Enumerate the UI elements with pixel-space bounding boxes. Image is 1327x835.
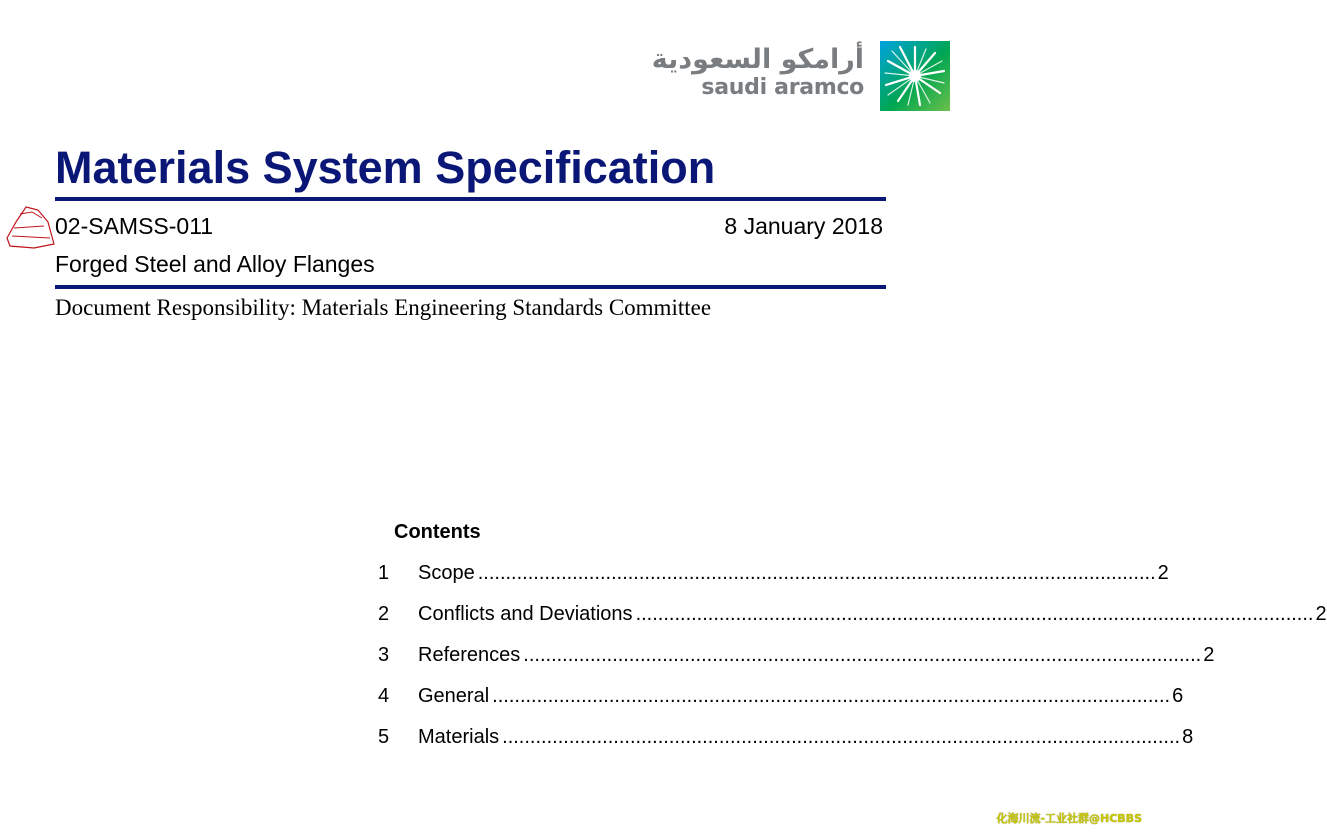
toc-leader-dots: .......................................................................................................................... (502, 726, 1181, 748)
logo-arabic-text: أرامكو السعودية (651, 44, 864, 75)
toc-leader-dots: .......................................................................................................................... (635, 603, 1314, 625)
title-divider (55, 197, 886, 201)
toc-item-conflicts-and-deviations[interactable] (378, 602, 1327, 643)
document-date: 8 January 2018 (724, 213, 883, 239)
toc-item-page: 6 (1172, 685, 1184, 707)
meta-divider (55, 285, 886, 289)
toc-item-scope[interactable] (378, 561, 1169, 602)
toc-item-number: 4 (378, 685, 390, 707)
toc-leader-dots: .......................................................................................................................... (492, 685, 1171, 707)
saudi-aramco-logo (651, 40, 950, 114)
document-subject: Forged Steel and Alloy Flanges (55, 251, 375, 277)
toc-item-page: 2 (1157, 562, 1169, 584)
toc-item-materials[interactable] (378, 725, 1194, 766)
toc-item-label: References (418, 644, 521, 666)
toc-item-general[interactable] (378, 684, 1184, 725)
toc-item-label: General (418, 685, 490, 707)
aramco-star-icon (880, 41, 950, 111)
toc-item-label: Materials (418, 726, 500, 748)
toc-item-number: 3 (378, 644, 390, 666)
toc-leader-dots: .......................................................................................................................... (523, 644, 1202, 666)
contents-heading: Contents (394, 521, 481, 543)
toc-item-page: 2 (1203, 644, 1215, 666)
toc-leader-dots: .......................................................................................................................... (477, 562, 1156, 584)
toc-item-number: 2 (378, 603, 390, 625)
document-number: 02-SAMSS-011 (55, 213, 214, 239)
page-title: Materials System Specification (55, 142, 716, 193)
toc-item-number: 5 (378, 726, 390, 748)
toc-item-label: Scope (418, 562, 475, 584)
toc-item-label: Conflicts and Deviations (418, 603, 633, 625)
watermark-text: 化海川流-工业社群@HCBBS (996, 812, 1142, 825)
toc-item-page: 2 (1315, 603, 1327, 625)
toc-item-page: 8 (1182, 726, 1194, 748)
toc-item-references[interactable] (378, 643, 1215, 684)
document-responsibility: Document Responsibility: Materials Engineering Standards Committee (55, 295, 712, 320)
toc-item-number: 1 (378, 562, 390, 584)
logo-latin-text: saudi aramco (701, 75, 864, 100)
red-stamp-mark-icon (4, 204, 56, 250)
table-of-contents (378, 561, 1327, 766)
logo-text (652, 40, 864, 100)
